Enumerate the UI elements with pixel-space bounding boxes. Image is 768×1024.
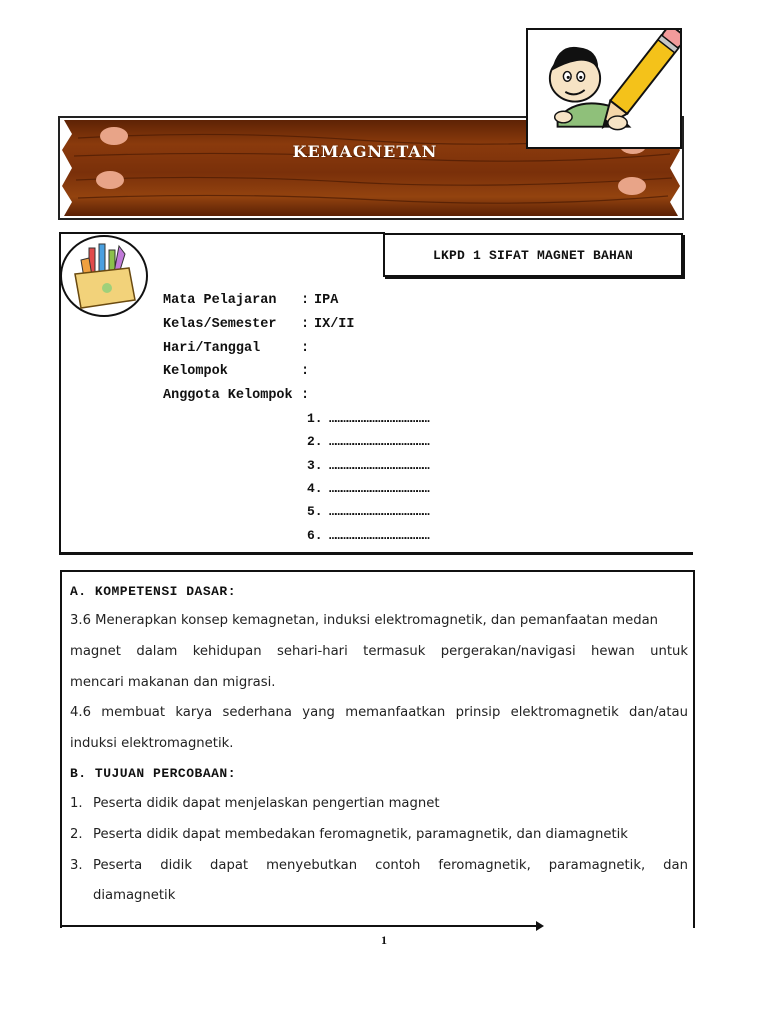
member-blank: …………………………………………… xyxy=(329,434,428,449)
field-label: Hari/Tanggal xyxy=(163,341,261,356)
field-day-date xyxy=(0,337,768,360)
cartoon-pencil-illustration xyxy=(526,28,682,149)
kd-36-line-1 xyxy=(70,611,688,631)
page-number: 1 xyxy=(381,933,387,947)
member-number: 6. xyxy=(307,528,323,543)
member-row xyxy=(307,477,428,500)
member-row xyxy=(307,500,428,523)
kd-36-line-2: magnet dalam kehidupan sehari-hari termasuk pergerakan/navigasi hewan untuk xyxy=(70,644,688,659)
field-colon: : xyxy=(301,293,310,308)
objective-text-continued: diamagnetik xyxy=(93,888,176,903)
objective-text: Peserta didik dapat menyebutkan contoh feromagnetik, paramagnetik, dan xyxy=(93,858,688,873)
member-number: 3. xyxy=(307,458,323,473)
member-number: 5. xyxy=(307,504,323,519)
field-colon: : xyxy=(301,364,310,379)
field-class-semester xyxy=(0,313,768,336)
objective-text: Peserta didik dapat membedakan feromagnetik, paramagnetik, dan diamagnetik xyxy=(93,827,628,842)
section-b-heading: B. TUJUAN PERCOBAAN: xyxy=(70,766,237,781)
member-blank: …………………………………………… xyxy=(329,458,428,473)
field-group-members xyxy=(0,384,768,407)
section-a-heading: A. KOMPETENSI DASAR: xyxy=(70,584,237,599)
arrow-head-icon xyxy=(536,921,544,931)
field-label: Kelas/Semester xyxy=(163,317,277,332)
field-label: Kelompok xyxy=(163,364,228,379)
kd-text: 3.6 Menerapkan konsep kemagnetan, induksi elektromagnetik, dan pemanfaatan medan xyxy=(70,613,659,628)
worksheet-title: LKPD 1 SIFAT MAGNET BAHAN xyxy=(432,247,634,263)
identity-frame-bottom xyxy=(59,552,693,555)
field-label: Mata Pelajaran xyxy=(163,293,277,308)
member-number: 4. xyxy=(307,481,323,496)
member-blank: …………………………………………… xyxy=(329,411,428,426)
member-row xyxy=(307,454,428,477)
objective-number: 3. xyxy=(70,858,83,873)
member-row xyxy=(307,524,428,547)
kd-46-line-1: 4.6 membuat karya sederhana yang memanfaatkan prinsip elektromagnetik dan/atau xyxy=(70,705,688,720)
member-blank: …………………………………………… xyxy=(329,481,428,496)
objective-number: 1. xyxy=(70,796,83,811)
content-bottom-line xyxy=(60,925,538,927)
field-group xyxy=(0,360,768,383)
identity-frame-top xyxy=(59,232,385,234)
field-value: IPA xyxy=(314,293,339,308)
kd-36-line-3: mencari makanan dan migrasi. xyxy=(70,675,276,690)
member-row xyxy=(307,407,428,430)
member-row xyxy=(307,430,428,453)
kd-46-line-2: induksi elektromagnetik. xyxy=(70,736,234,751)
field-label: Anggota Kelompok xyxy=(163,388,293,403)
field-value: IX/II xyxy=(314,317,355,332)
field-colon: : xyxy=(301,341,310,356)
member-blank: …………………………………………… xyxy=(329,528,428,543)
field-colon: : xyxy=(301,388,310,403)
field-colon: : xyxy=(301,317,310,332)
member-number: 1. xyxy=(307,411,323,426)
objective-text: Peserta didik dapat menjelaskan pengertian magnet xyxy=(93,796,440,811)
worksheet-title-box xyxy=(383,233,683,277)
field-subject xyxy=(0,289,768,312)
banner-title: KEMAGNETAN xyxy=(292,142,438,161)
objective-number: 2. xyxy=(70,827,83,842)
member-blank: …………………………………………… xyxy=(329,504,428,519)
member-number: 2. xyxy=(307,434,323,449)
